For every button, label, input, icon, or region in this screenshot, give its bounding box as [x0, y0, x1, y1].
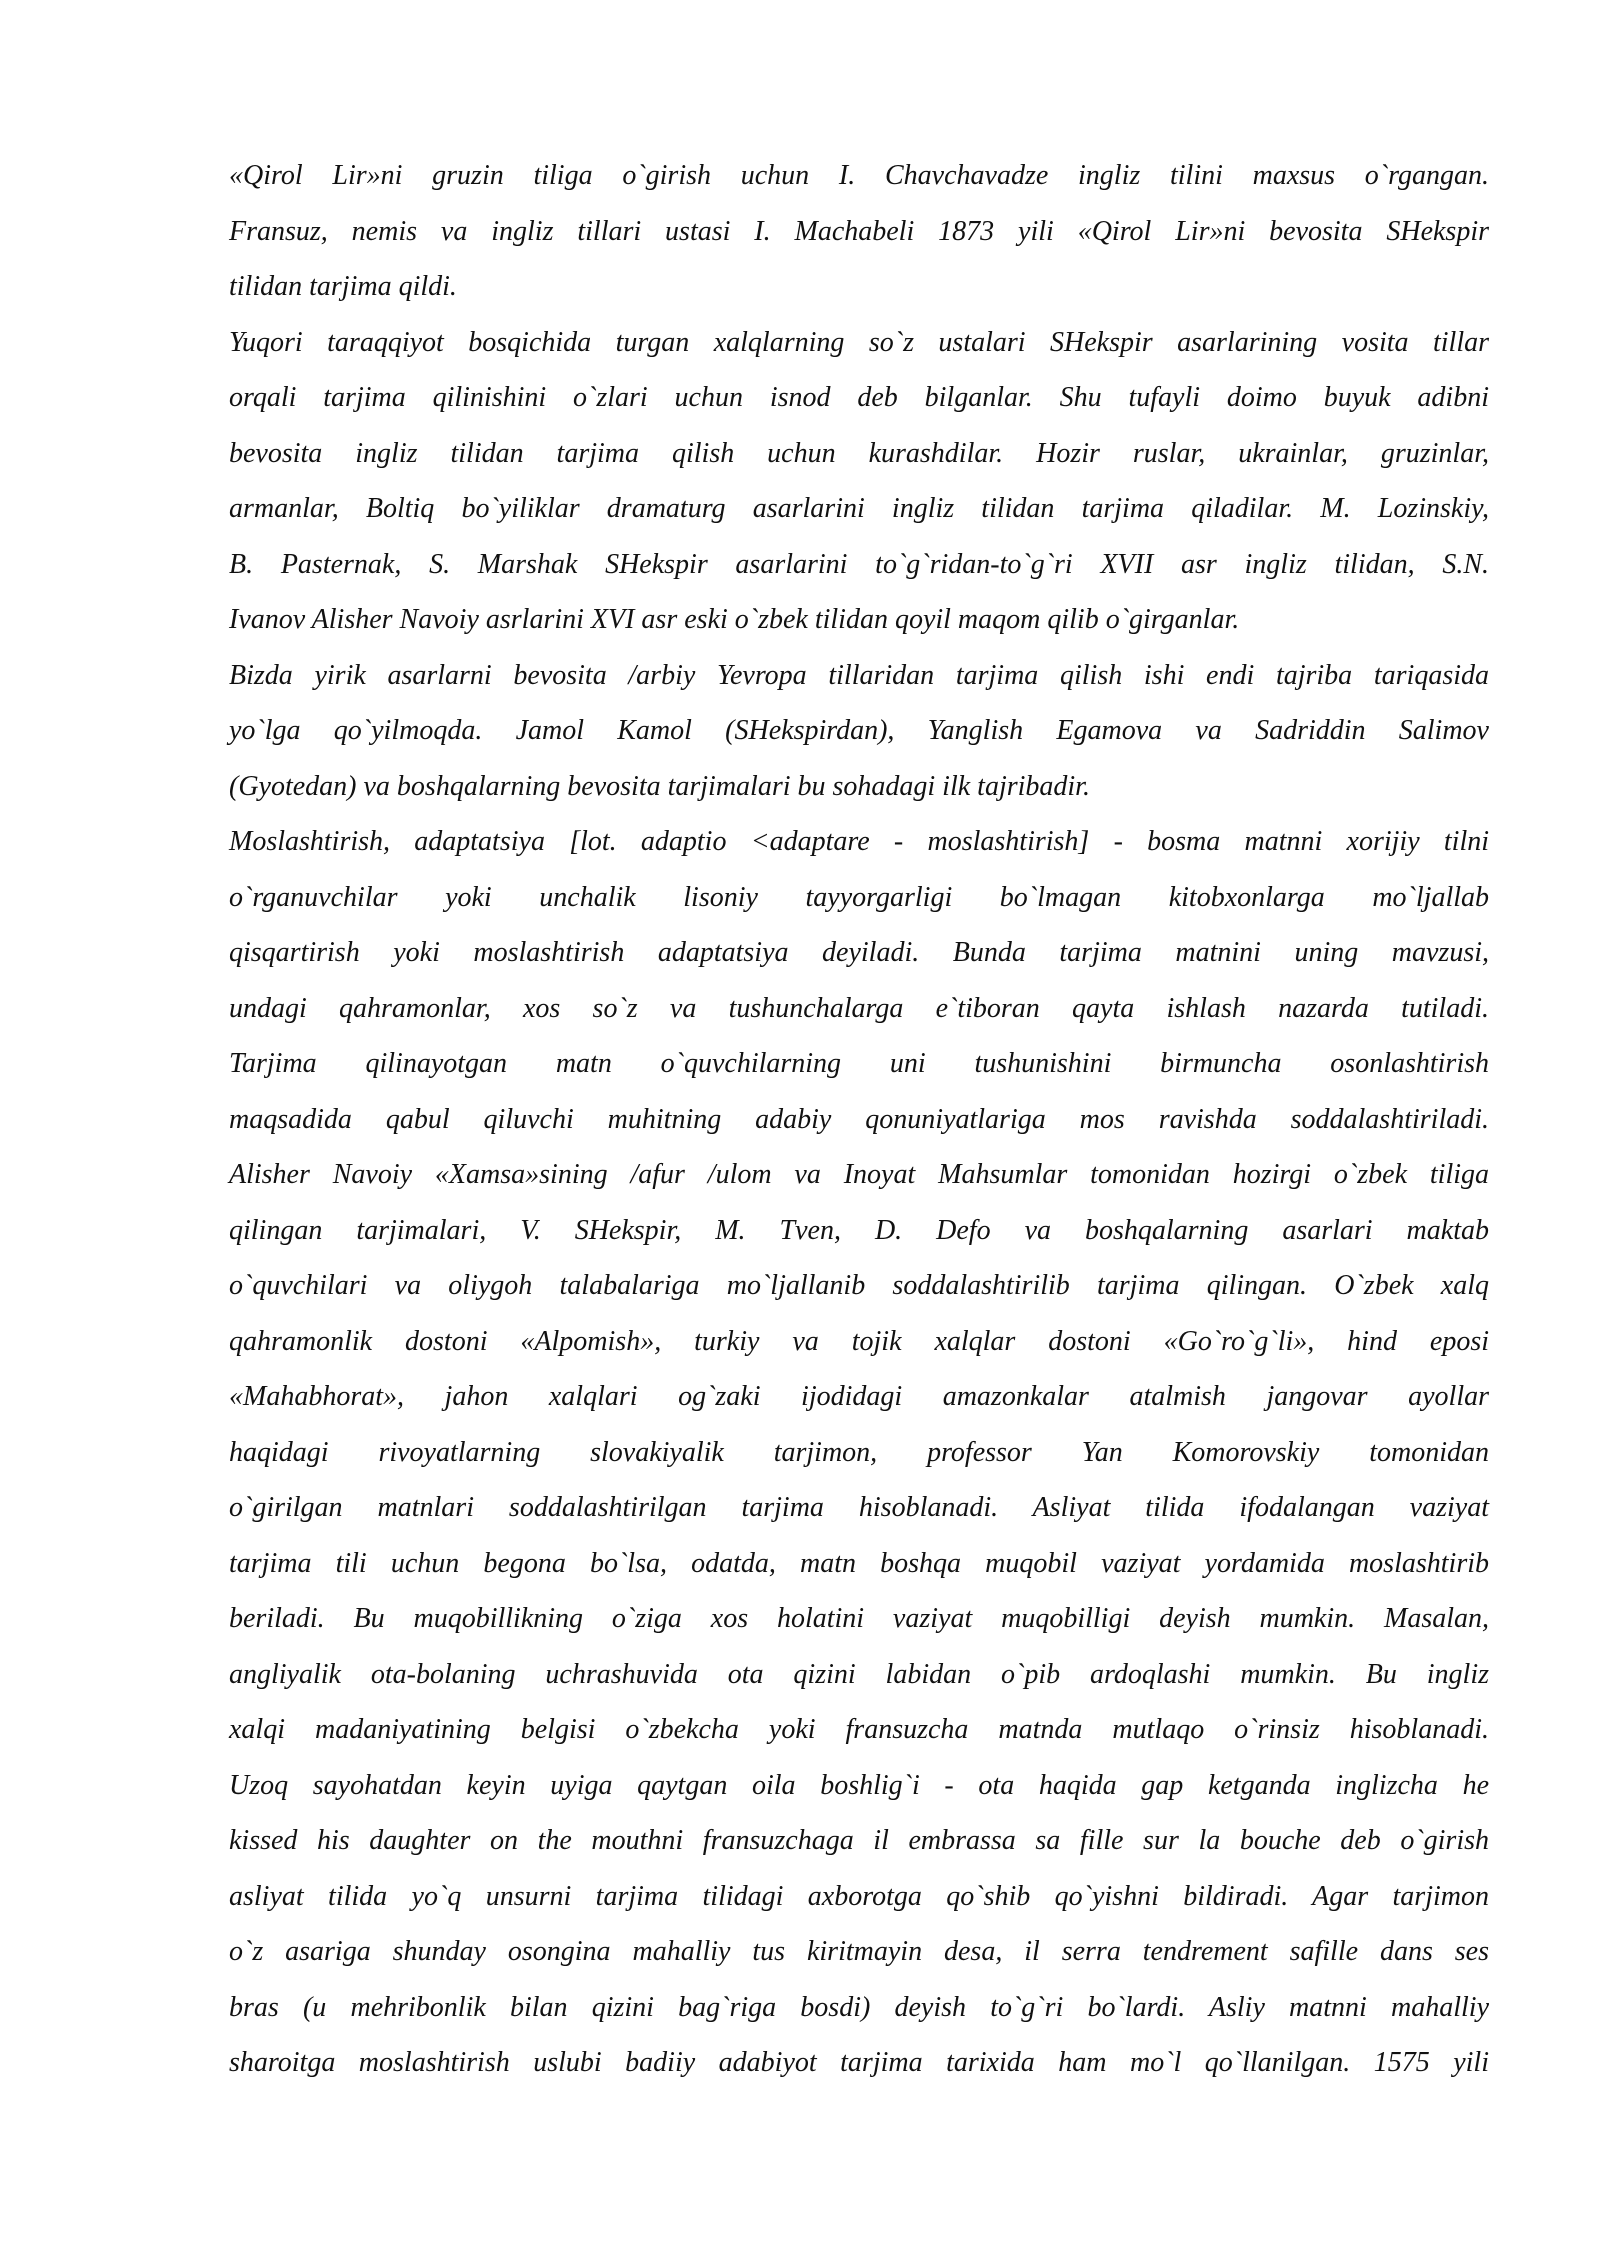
text-line: Moslashtirish, adaptatsiya [lot. adaptio <adaptare - moslashtirish] - bosma matnni xorijiy tilni	[229, 826, 1489, 857]
text-line: beriladi. Bu muqobillikning o`ziga xos holatini vaziyat muqobilligi deyish mumkin. Masalan,	[229, 1603, 1489, 1634]
text-line: Alisher Navoiy «Xamsa»sining /afur /ulom va Inoyat Mahsumlar tomonidan hozirgi o`zbek tiliga	[229, 1159, 1489, 1190]
text-line: o`girilgan matnlari soddalashtirilgan tarjima hisoblanadi. Asliyat tilida ifodalangan vaziyat	[229, 1492, 1489, 1523]
text-line: «Qirol Lir»ni gruzin tiliga o`girish uchun I. Chavchavadze ingliz tilini maxsus o`rgangan.	[229, 160, 1489, 191]
text-line: haqidagi rivoyatlarning slovakiyalik tarjimon, professor Yan Komorovskiy tomonidan	[229, 1436, 1489, 1468]
text-line: Tarjima qilinayotgan matn o`quvchilarning uni tushunishini birmuncha osonlashtirish	[229, 1048, 1489, 1079]
text-line: kissed his daughter on the mouthni fransuzchaga il embrassa sa fille sur la bouche deb o`girish	[229, 1825, 1489, 1856]
text-line: undagi qahramonlar, xos so`z va tushunchalarga e`tiboran qayta ishlash nazarda tutiladi.	[229, 992, 1489, 1024]
text-line: o`z asariga shunday osongina mahalliy tus kiritmayin desa, il serra tendrement safille dans ses	[229, 1936, 1489, 1967]
text-line: bras (u mehribonlik bilan qizini bag`riga bosdi) deyish to`g`ri bo`lardi. Asliy matnni mahalliy	[229, 1991, 1489, 2023]
text-line: angliyalik ota-bolaning uchrashuvida ota qizini labidan o`pib ardoqlashi mumkin. Bu ingliz	[229, 1658, 1489, 1690]
text-line: Uzoq sayohatdan keyin uyiga qaytgan oila boshlig`i - ota haqida gap ketganda inglizcha he	[229, 1769, 1489, 1801]
text-line: qahramonlik dostoni «Alpomish», turkiy va tojik xalqlar dostoni «Go`ro`g`li», hind eposi	[229, 1325, 1489, 1357]
text-line: sharoitga moslashtirish uslubi badiiy adabiyot tarjima tarixida ham mo`l qo`llanilgan. 1575 yili	[229, 2047, 1489, 2078]
text-line: Bizda yirik asarlarni bevosita /arbiy Yevropa tillaridan tarjima qilish ishi endi tajriba tariqasida	[229, 659, 1489, 691]
text-line: asliyat tilida yo`q unsurni tarjima tilidagi axborotga qo`shib qo`yishni bildiradi. Agar tarjimon	[229, 1880, 1489, 1912]
text-line: o`rganuvchilar yoki unchalik lisoniy tayyorgarligi bo`lmagan kitobxonlarga mo`ljallab	[229, 881, 1489, 913]
body-text	[229, 148, 1489, 2091]
text-line: tilidan tarjima qildi.	[229, 271, 457, 302]
text-line: xalqi madaniyatining belgisi o`zbekcha yoki fransuzcha matnda mutlaqo o`rinsiz hisoblanadi.	[229, 1714, 1489, 1745]
text-line: Yuqori taraqqiyot bosqichida turgan xalqlarning so`z ustalari SHekspir asarlarining vosita tillar	[229, 326, 1489, 358]
text-line: yo`lga qo`yilmoqda. Jamol Kamol (SHekspirdan), Yanglish Egamova va Sadriddin Salimov	[229, 715, 1489, 746]
text-line: armanlar, Boltiq bo`yiliklar dramaturg asarlarini ingliz tilidan tarjima qiladilar. M. Lozinskiy,	[229, 493, 1489, 524]
text-line: B. Pasternak, S. Marshak SHekspir asarlarini to`g`ridan-to`g`ri XVII asr ingliz tilidan, S.N.	[229, 548, 1489, 580]
text-line: tarjima tili uchun begona bo`lsa, odatda, matn boshqa muqobil vaziyat yordamida moslashtirib	[229, 1547, 1489, 1579]
text-line: qisqartirish yoki moslashtirish adaptatsiya deyiladi. Bunda tarjima matnini uning mavzusi,	[229, 937, 1489, 968]
text-line: Ivanov Alisher Navoiy asrlarini XVI asr eski o`zbek tilidan qoyil maqom qilib o`girganlar.	[229, 604, 1240, 635]
text-line: maqsadida qabul qiluvchi muhitning adabiy qonuniyatlariga mos ravishda soddalashtiriladi.	[229, 1103, 1489, 1135]
text-line: (Gyotedan) va boshqalarning bevosita tarjimalari bu sohadagi ilk tajribadir.	[229, 770, 1090, 802]
text-line: orqali tarjima qilinishini o`zlari uchun isnod deb bilganlar. Shu tufayli doimo buyuk adibni	[229, 382, 1489, 413]
text-line: qilingan tarjimalari, V. SHekspir, M. Tven, D. Defo va boshqalarning asarlari maktab	[229, 1214, 1489, 1246]
text-line: Fransuz, nemis va ingliz tillari ustasi I. Machabeli 1873 yili «Qirol Lir»ni bevosita SHekspir	[229, 215, 1489, 247]
text-line: bevosita ingliz tilidan tarjima qilish uchun kurashdilar. Hozir ruslar, ukrainlar, gruzinlar,	[229, 437, 1489, 469]
text-line: «Mahabhorat», jahon xalqlari og`zaki ijodidagi amazonkalar atalmish jangovar ayollar	[229, 1381, 1489, 1412]
text-line: o`quvchilari va oliygoh talabalariga mo`ljallanib soddalashtirilib tarjima qilingan. O`zbek xalq	[229, 1270, 1489, 1301]
